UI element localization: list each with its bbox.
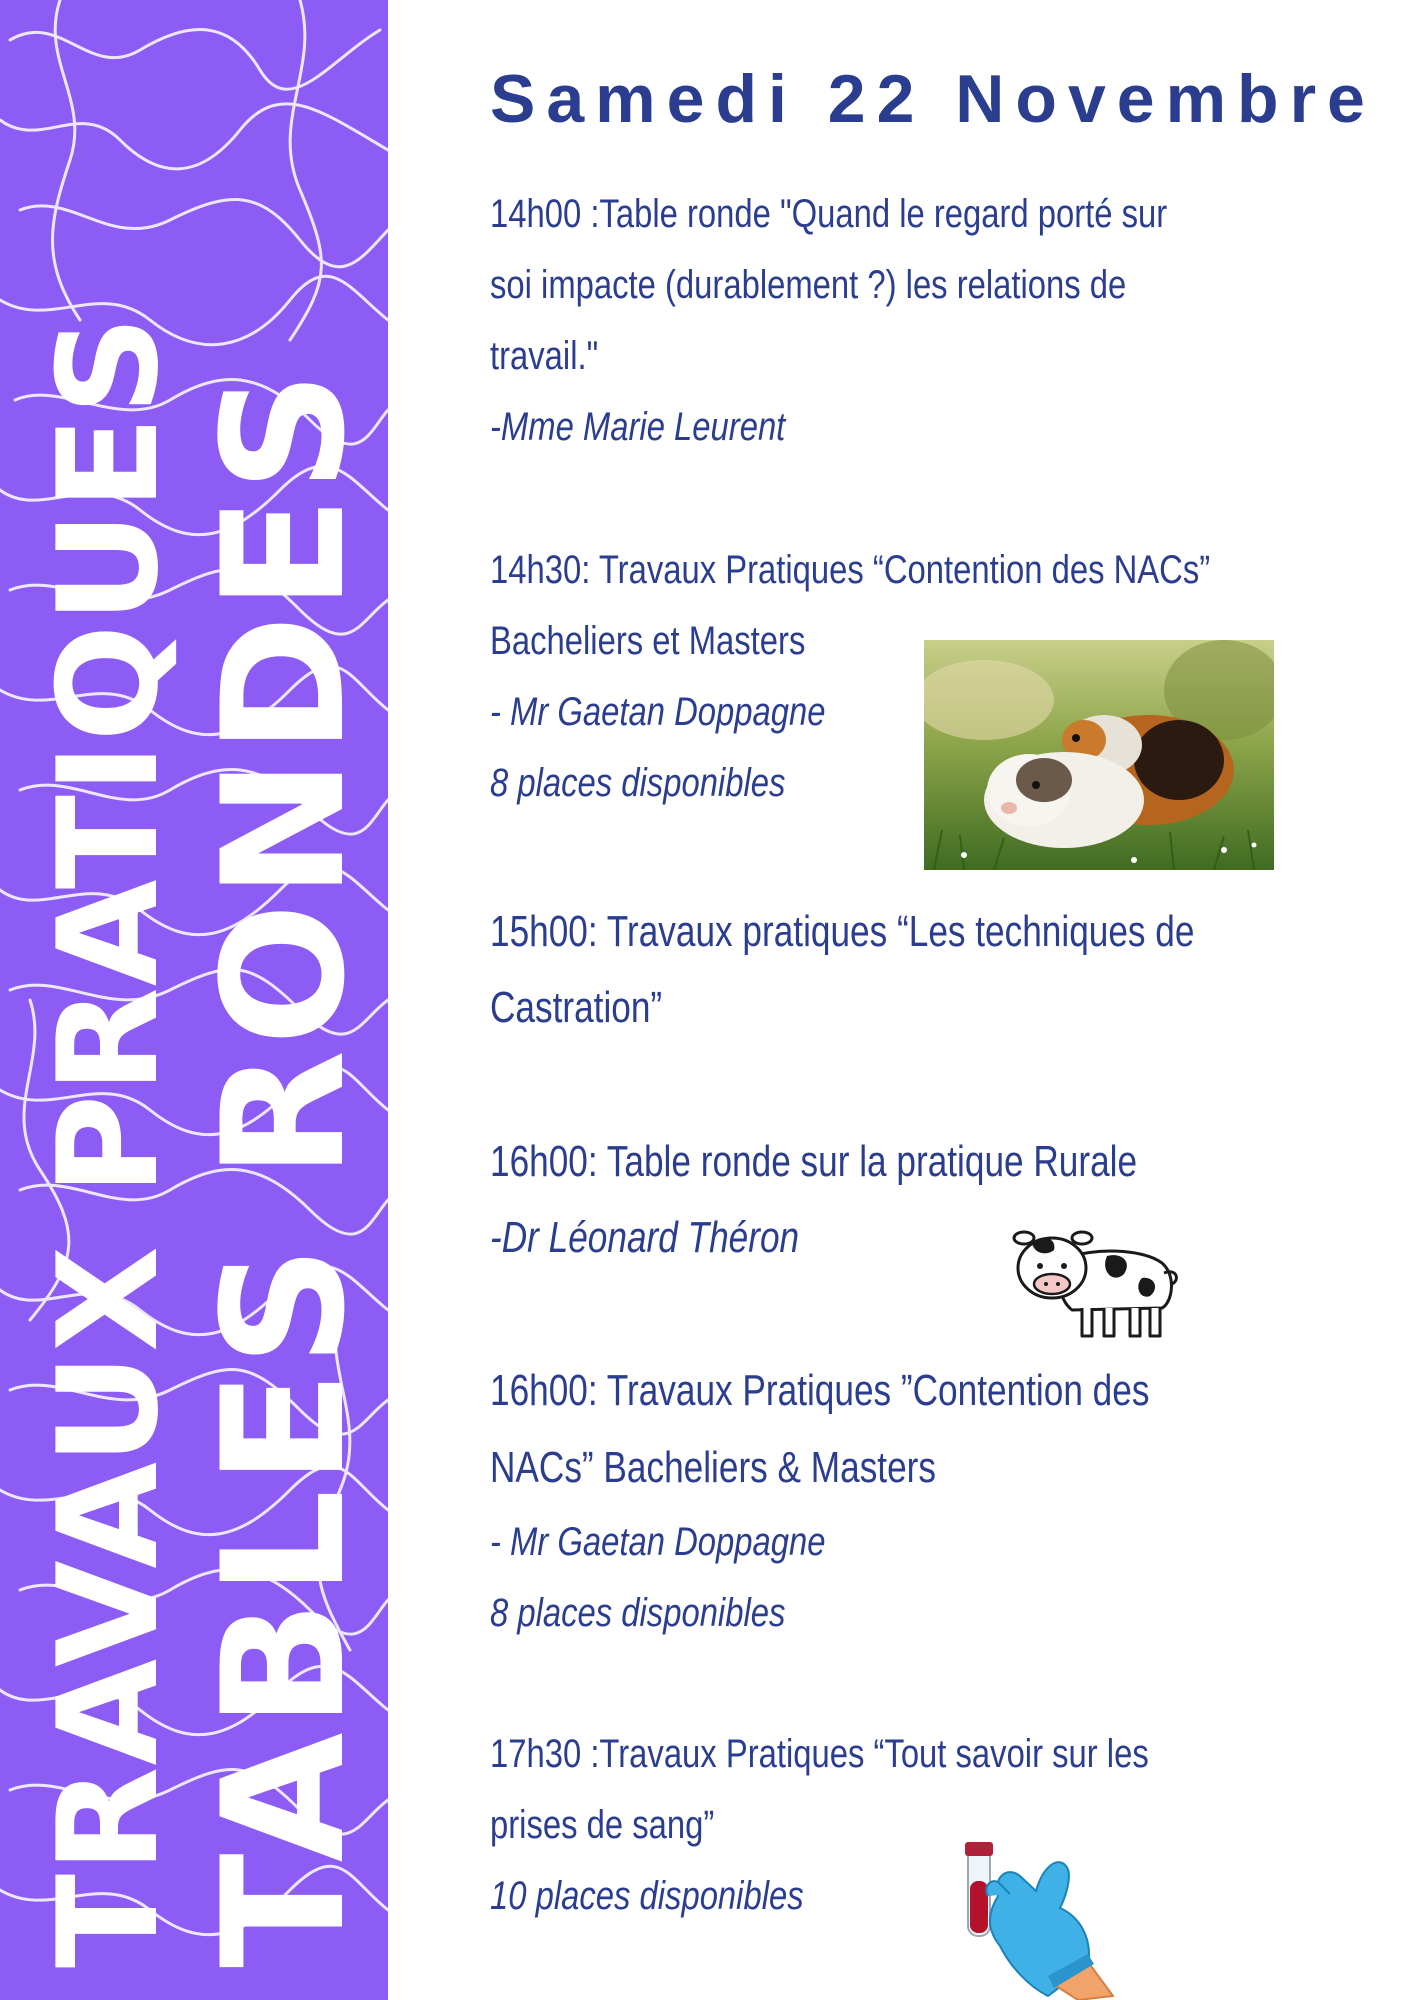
page-title: Samedi 22 Novembre: [490, 61, 1376, 137]
event5-places: 8 places disponibles: [490, 1591, 786, 1635]
guinea-pigs-photo: [924, 640, 1274, 870]
event4-line1: 16h00: Table ronde sur la pratique Rurale: [490, 1137, 1138, 1186]
event5-line2: NACs” Bacheliers & Masters: [490, 1443, 936, 1492]
event4-speaker: -Dr Léonard Théron: [490, 1213, 800, 1262]
event3-line2: Castration”: [490, 983, 663, 1032]
gloved-hand-blood-tube-illustration: [948, 1836, 1118, 2000]
event2-places: 8 places disponibles: [490, 761, 786, 805]
event6-places: 10 places disponibles: [490, 1874, 804, 1918]
event2-line1: 14h30: Travaux Pratiques “Contention des NACs”: [490, 548, 1211, 592]
event2-speaker: - Mr Gaetan Doppagne: [490, 690, 826, 734]
event1-speaker: -Mme Marie Leurent: [490, 405, 786, 449]
event5-line1: 16h00: Travaux Pratiques ”Contention des: [490, 1366, 1150, 1415]
event1-line3: travail.": [490, 334, 599, 378]
vertical-title-travaux-pratiques: TRAVAUX PRATIQUES: [28, 314, 189, 1968]
event2-line2: Bacheliers et Masters: [490, 619, 806, 663]
vertical-title-tables-rondes: TABLES RONDES: [186, 367, 382, 1968]
event1-line1: 14h00 :Table ronde "Quand le regard porté sur: [490, 192, 1168, 236]
event5-speaker: - Mr Gaetan Doppagne: [490, 1520, 826, 1564]
event3-line1: 15h00: Travaux pratiques “Les techniques de: [490, 907, 1195, 956]
event6-line1: 17h30 :Travaux Pratiques “Tout savoir sur les: [490, 1732, 1149, 1776]
event1-line2: soi impacte (durablement ?) les relations de: [490, 263, 1127, 307]
cow-illustration: [1012, 1218, 1184, 1340]
side-band: [0, 0, 388, 2000]
event6-line2: prises de sang”: [490, 1803, 715, 1847]
